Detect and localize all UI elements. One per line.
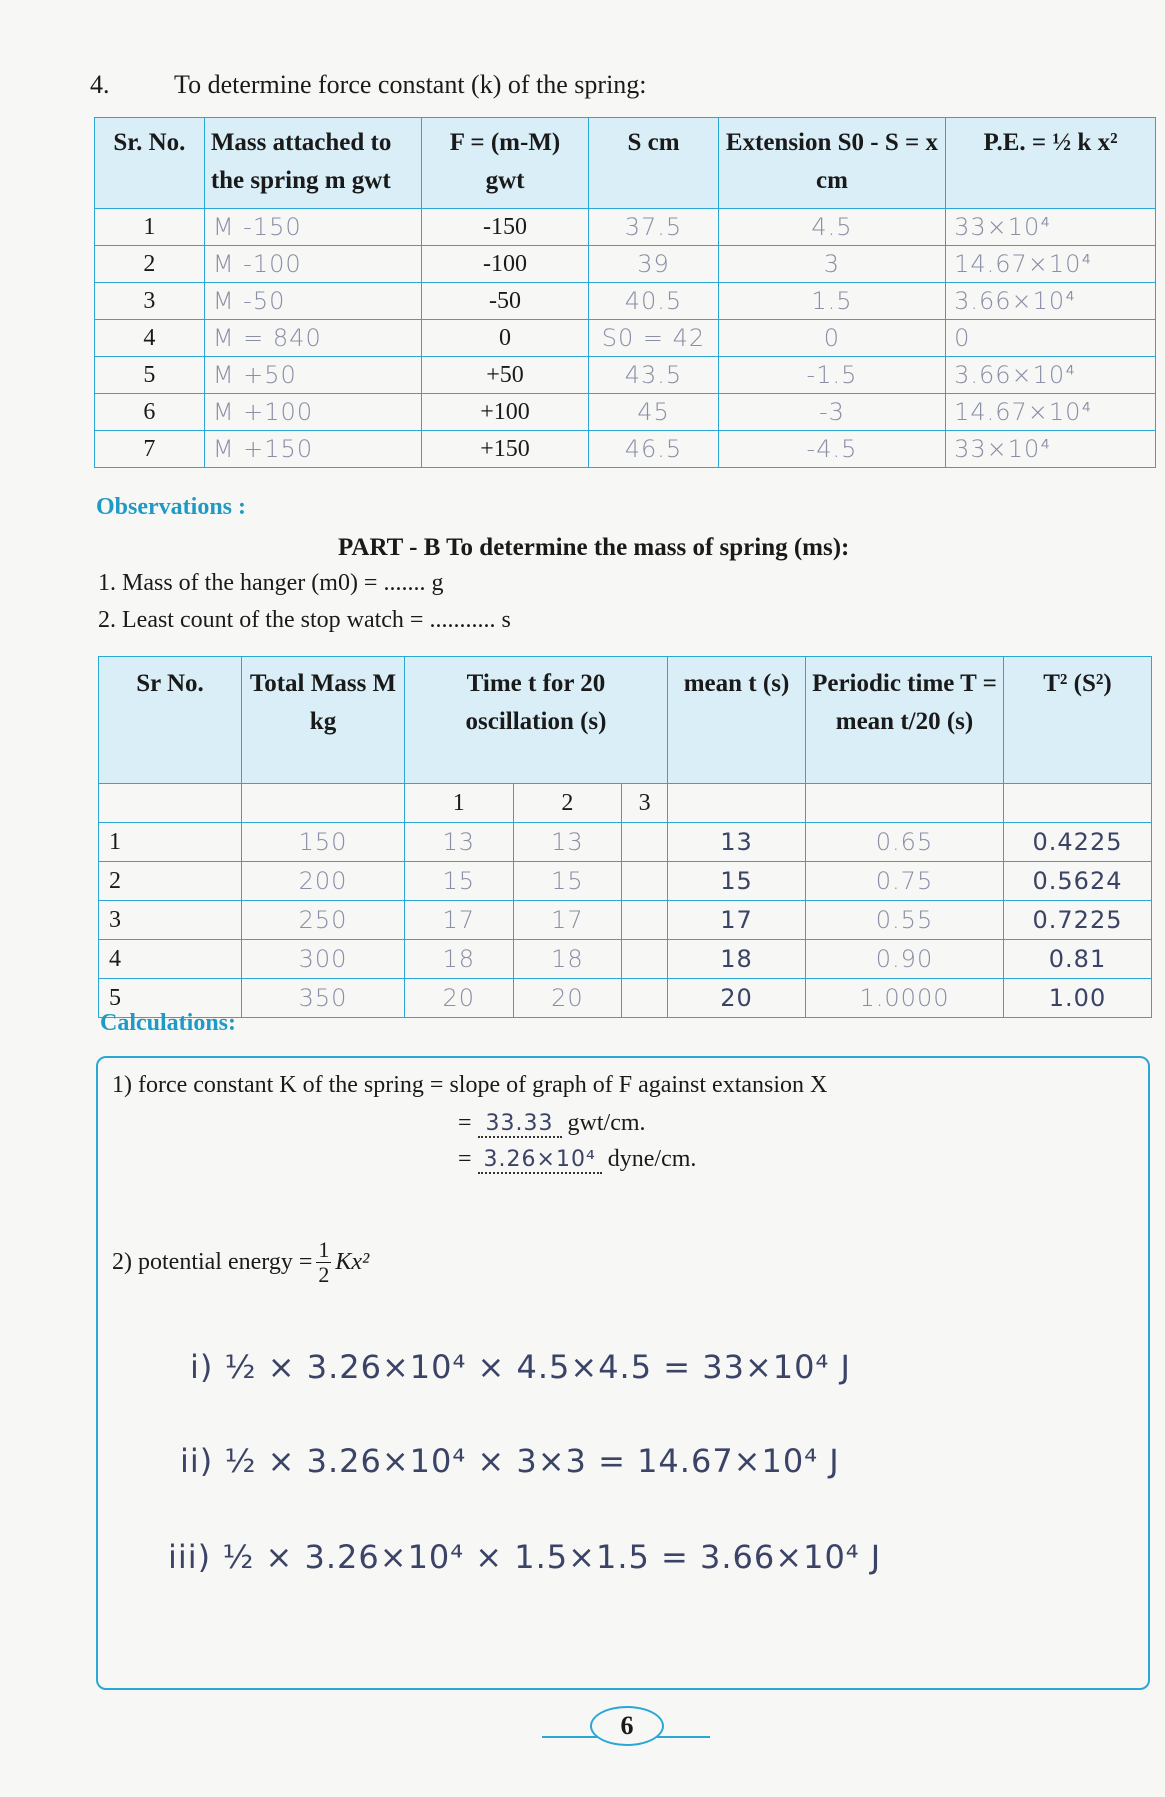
table-cell-t2: 18 — [513, 940, 622, 979]
table-cell-t3 — [622, 979, 668, 1018]
table-cell-mass: M +100 — [204, 394, 421, 431]
table-cell-T2: 0.4225 — [1004, 823, 1152, 862]
table-cell-pe: 14.67×10⁴ — [946, 246, 1156, 283]
table-cell-t1: 18 — [405, 940, 514, 979]
table-cell-m: 250 — [242, 901, 405, 940]
table-cell-mass: M = 840 — [204, 320, 421, 357]
table-cell-s: 43.5 — [589, 357, 719, 394]
observations-label: Observations : — [96, 494, 246, 520]
k-dyne-unit: dyne/cm. — [607, 1146, 697, 1172]
table-cell-T2: 0.5624 — [1004, 862, 1152, 901]
sub-header-trial: 2 — [513, 784, 622, 823]
table-cell-f: -50 — [421, 283, 588, 320]
table-cell-f: +50 — [421, 357, 588, 394]
table-cell-t2: 20 — [513, 979, 622, 1018]
table-cell-T: 0.90 — [806, 940, 1004, 979]
table-cell-mean: 20 — [668, 979, 806, 1018]
table-cell-t3 — [622, 940, 668, 979]
table-row — [95, 209, 1156, 246]
table-cell-pe: 33×10⁴ — [946, 209, 1156, 246]
table-cell-pe: 0 — [946, 320, 1156, 357]
table-cell-m: 200 — [242, 862, 405, 901]
table-row — [95, 431, 1156, 468]
work-line-3: iii) ½ × 3.26×10⁴ × 1.5×1.5 = 3.66×10⁴ J — [168, 1538, 882, 1576]
table-cell-T: 0.75 — [806, 862, 1004, 901]
table-cell-s: 39 — [589, 246, 719, 283]
table-row — [99, 901, 1152, 940]
table-cell-sr: 5 — [95, 357, 205, 394]
table-cell-mass: M -100 — [204, 246, 421, 283]
table-row — [95, 283, 1156, 320]
table-cell-T2: 0.7225 — [1004, 901, 1152, 940]
table-cell-t1: 13 — [405, 823, 514, 862]
k-dyne-value: 3.26×10⁴ — [478, 1147, 602, 1174]
observation-item: 2. Least count of the stop watch = ........... s — [98, 607, 511, 633]
table-cell-t1: 17 — [405, 901, 514, 940]
table-cell-mean: 17 — [668, 901, 806, 940]
force-constant-table — [94, 117, 1156, 468]
pe-formula: Kx² — [335, 1249, 370, 1275]
header-mass: Mass attached to the spring m gwt — [204, 118, 421, 209]
table-cell-pe: 14.67×10⁴ — [946, 394, 1156, 431]
table-cell-t3 — [622, 862, 668, 901]
table-cell-s: 40.5 — [589, 283, 719, 320]
table-cell-x: -1.5 — [718, 357, 945, 394]
table-cell-T: 0.65 — [806, 823, 1004, 862]
k-gwt-unit: gwt/cm. — [567, 1110, 646, 1136]
table-cell-sr: 3 — [99, 901, 242, 940]
calculations-label: Calculations: — [100, 1010, 237, 1036]
table-cell-mass: M -50 — [204, 283, 421, 320]
table-row — [99, 823, 1152, 862]
table-cell-sr: 4 — [95, 320, 205, 357]
part-b-title: PART - B To determine the mass of spring (ms): — [338, 534, 850, 561]
table-row — [99, 862, 1152, 901]
table-cell-pe: 3.66×10⁴ — [946, 357, 1156, 394]
table-cell-m: 150 — [242, 823, 405, 862]
header-sr-no: Sr. No. — [95, 118, 205, 209]
header-sr-no: Sr No. — [99, 657, 242, 784]
table-cell-x: 4.5 — [718, 209, 945, 246]
table-cell-sr: 2 — [99, 862, 242, 901]
table-cell-t1: 20 — [405, 979, 514, 1018]
table-cell-x: -3 — [718, 394, 945, 431]
table-row — [95, 357, 1156, 394]
table-row — [95, 320, 1156, 357]
table-cell-m: 300 — [242, 940, 405, 979]
table-cell-sr: 6 — [95, 394, 205, 431]
table-cell-t3 — [622, 823, 668, 862]
header-total-mass: Total Mass M kg — [242, 657, 405, 784]
table-cell-s: 45 — [589, 394, 719, 431]
table-cell-f: -100 — [421, 246, 588, 283]
table-cell-mass: M +150 — [204, 431, 421, 468]
table-cell-f: +150 — [421, 431, 588, 468]
table-cell-t3 — [622, 901, 668, 940]
header-s: S cm — [589, 118, 719, 209]
table-row — [95, 394, 1156, 431]
table-cell-mean: 15 — [668, 862, 806, 901]
table-cell-sr: 2 — [95, 246, 205, 283]
table-cell-T2: 1.00 — [1004, 979, 1152, 1018]
half-fraction: $\frac{1}{2}$ — [318, 1237, 330, 1287]
calc-line-1: 1) force constant K of the spring = slope of graph of F against extansion X — [112, 1072, 828, 1098]
table-cell-pe: 3.66×10⁴ — [946, 283, 1156, 320]
table-cell-t1: 15 — [405, 862, 514, 901]
table-row — [95, 246, 1156, 283]
header-pe: P.E. = ½ k x² — [946, 118, 1156, 209]
observation-item: 1. Mass of the hanger (m0) = ....... g — [98, 570, 444, 596]
sub-header-trial: 1 — [405, 784, 514, 823]
table-cell-s: 37.5 — [589, 209, 719, 246]
header-time: Time t for 20 oscillation (s) — [405, 657, 668, 784]
table-row — [99, 979, 1152, 1018]
section-number: 4. — [90, 70, 110, 99]
table-cell-m: 350 — [242, 979, 405, 1018]
table-cell-f: 0 — [421, 320, 588, 357]
table-cell-sr: 1 — [99, 823, 242, 862]
calc-line-2: = 33.33 gwt/cm. — [458, 1110, 646, 1136]
work-line-1: i) ½ × 3.26×10⁴ × 4.5×4.5 = 33×10⁴ J — [190, 1348, 851, 1386]
table-cell-t2: 13 — [513, 823, 622, 862]
table-cell-f: +100 — [421, 394, 588, 431]
header-t-squared: T² (S²) — [1004, 657, 1152, 784]
sub-header-trial: 3 — [622, 784, 668, 823]
table-cell-T2: 0.81 — [1004, 940, 1152, 979]
table-cell-mass: M +50 — [204, 357, 421, 394]
table-cell-sr: 1 — [95, 209, 205, 246]
table-cell-mean: 18 — [668, 940, 806, 979]
table-cell-t2: 15 — [513, 862, 622, 901]
table-cell-s: S0 = 42 — [589, 320, 719, 357]
table-cell-sr: 5 — [99, 979, 242, 1018]
section-title: To determine force constant (k) of the spring: — [174, 70, 647, 99]
page-number: 6 — [590, 1706, 664, 1746]
table-row — [99, 940, 1152, 979]
table-cell-mass: M -150 — [204, 209, 421, 246]
table-cell-sr: 3 — [95, 283, 205, 320]
table-cell-T: 0.55 — [806, 901, 1004, 940]
calc-line-3: = 3.26×10⁴ dyne/cm. — [458, 1146, 697, 1172]
header-periodic-time: Periodic time T = mean t/20 (s) — [806, 657, 1004, 784]
table-cell-t2: 17 — [513, 901, 622, 940]
table-cell-T: 1.0000 — [806, 979, 1004, 1018]
mass-of-spring-table — [98, 656, 1152, 1018]
table-cell-f: -150 — [421, 209, 588, 246]
header-extension: Extension S0 - S = x cm — [718, 118, 945, 209]
table-cell-pe: 33×10⁴ — [946, 431, 1156, 468]
table-cell-s: 46.5 — [589, 431, 719, 468]
pe-formula-row — [112, 1238, 369, 1287]
header-force: F = (m-M) gwt — [421, 118, 588, 209]
header-mean-t: mean t (s) — [668, 657, 806, 784]
table-cell-x: 1.5 — [718, 283, 945, 320]
table-cell-x: 3 — [718, 246, 945, 283]
table-cell-mean: 13 — [668, 823, 806, 862]
table-cell-x: -4.5 — [718, 431, 945, 468]
table-cell-sr: 4 — [99, 940, 242, 979]
table-cell-sr: 7 — [95, 431, 205, 468]
k-gwt-value: 33.33 — [478, 1111, 562, 1138]
table-cell-x: 0 — [718, 320, 945, 357]
pe-label: 2) potential energy = — [112, 1249, 313, 1275]
work-line-2: ii) ½ × 3.26×10⁴ × 3×3 = 14.67×10⁴ J — [180, 1442, 840, 1480]
